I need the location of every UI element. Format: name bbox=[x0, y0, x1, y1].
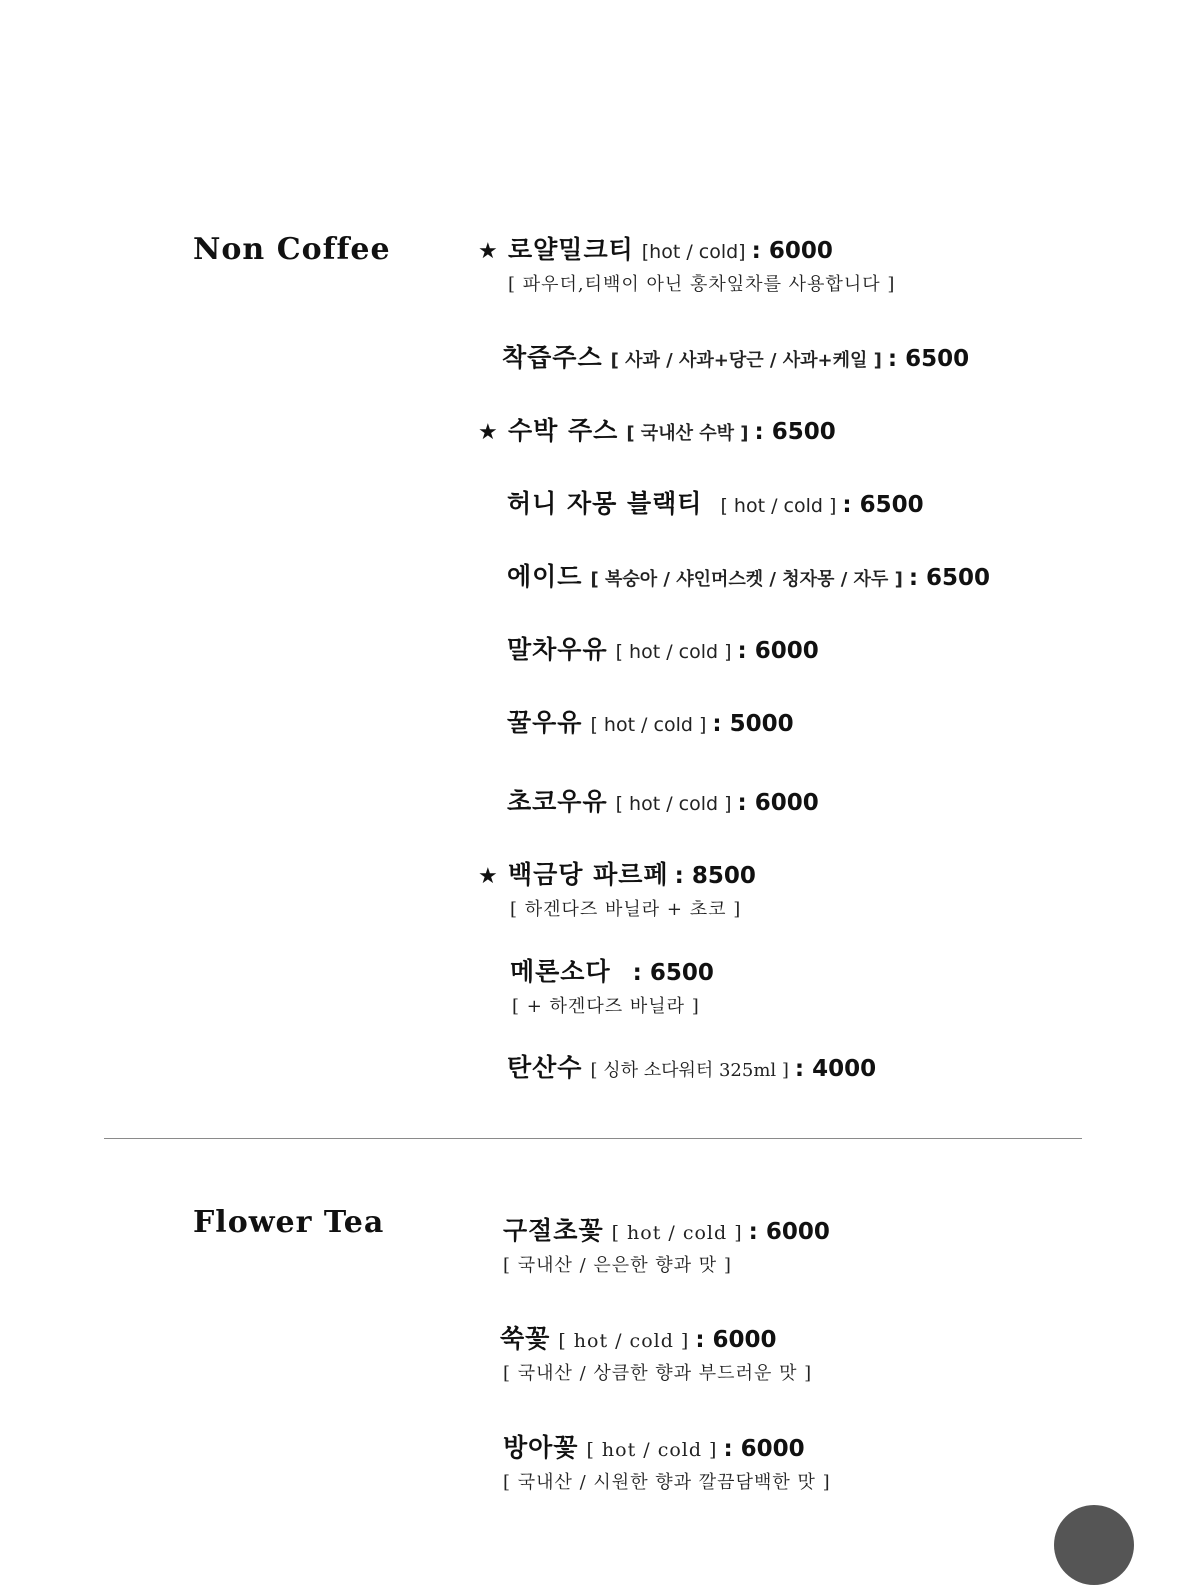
menu-item-sparkling-water bbox=[507, 1048, 876, 1084]
item-name: 로얄밀크티 bbox=[508, 235, 634, 264]
item-options: [ hot / cold ] bbox=[611, 1222, 743, 1244]
item-options: [ 복숭아 / 샤인머스켓 / 청자몽 / 자두 ] bbox=[590, 569, 903, 590]
item-price: : 6000 bbox=[737, 790, 819, 816]
menu-item-royal-milk-tea bbox=[478, 230, 895, 296]
item-name: 에이드 bbox=[507, 562, 583, 591]
floating-action-button[interactable] bbox=[1054, 1505, 1134, 1585]
item-price: : 6500 bbox=[754, 419, 836, 445]
item-name: 말차우유 bbox=[507, 635, 608, 664]
item-options: [ 사과 / 사과+당근 / 사과+케일 ] bbox=[610, 350, 882, 371]
item-options: [hot / cold] bbox=[641, 241, 746, 263]
item-name: 쑥꽃 bbox=[500, 1324, 551, 1353]
star-icon: ★ bbox=[478, 239, 498, 264]
section-divider bbox=[104, 1138, 1082, 1139]
menu-item-banga-flower bbox=[503, 1428, 831, 1494]
menu-item-honey-grapefruit-black-tea bbox=[507, 484, 924, 520]
item-price: : 4000 bbox=[794, 1056, 877, 1082]
item-options: [ hot / cold ] bbox=[558, 1330, 690, 1352]
item-options: [ hot / cold ] bbox=[615, 641, 732, 663]
item-note: [ 파우더,티백이 아닌 홍차잎차를 사용합니다 ] bbox=[508, 274, 896, 295]
item-price: : 6000 bbox=[737, 638, 819, 664]
item-name: 꿀우유 bbox=[507, 708, 583, 737]
item-options: [ hot / cold ] bbox=[586, 1439, 718, 1461]
item-price: : 6500 bbox=[887, 346, 970, 372]
item-name: 허니 자몽 블랙티 bbox=[507, 489, 703, 518]
item-price: : 6000 bbox=[723, 1436, 805, 1462]
menu-item-ade bbox=[507, 557, 990, 593]
section-title-flower-tea: Flower Tea bbox=[193, 1205, 385, 1240]
item-note: [ 하겐다즈 바닐라 + 초코 ] bbox=[510, 899, 742, 920]
item-price: : 8500 bbox=[674, 863, 756, 889]
item-price: : 5000 bbox=[712, 711, 794, 737]
menu-item-matcha-milk bbox=[507, 630, 819, 666]
item-price: : 6500 bbox=[632, 960, 714, 986]
item-price: : 6500 bbox=[842, 492, 924, 518]
menu-item-watermelon-juice bbox=[478, 411, 836, 447]
item-name: 백금당 파르페 bbox=[508, 860, 669, 889]
menu-item-cold-pressed-juice bbox=[502, 338, 969, 374]
item-options: [ hot / cold ] bbox=[615, 793, 732, 815]
menu-item-gujeolcho-flower bbox=[503, 1211, 830, 1277]
item-options: [ 싱하 소다워터 325ml ] bbox=[590, 1060, 789, 1081]
item-options: [ 국내산 수박 ] bbox=[626, 423, 749, 444]
menu-item-mugwort-flower bbox=[500, 1319, 812, 1385]
item-options: [ hot / cold ] bbox=[590, 714, 707, 736]
star-icon: ★ bbox=[478, 420, 498, 445]
item-name: 구절초꽃 bbox=[503, 1216, 604, 1245]
menu-item-honey-milk bbox=[507, 703, 794, 739]
item-price: : 6000 bbox=[695, 1327, 777, 1353]
item-note: [ 국내산 / 상큼한 향과 부드러운 맛 ] bbox=[503, 1363, 813, 1384]
item-name: 착즙주스 bbox=[502, 343, 603, 372]
item-name: 탄산수 bbox=[507, 1053, 583, 1082]
item-name: 수박 주스 bbox=[508, 416, 619, 445]
item-name: 초코우유 bbox=[507, 787, 608, 816]
menu-item-baekgeumdang-parfait bbox=[478, 855, 756, 921]
item-options: [ hot / cold ] bbox=[720, 495, 837, 517]
item-note: [ 국내산 / 은은한 향과 맛 ] bbox=[503, 1255, 732, 1276]
item-price: : 6000 bbox=[748, 1219, 830, 1245]
item-price: : 6500 bbox=[908, 565, 991, 591]
item-name: 방아꽃 bbox=[503, 1433, 579, 1462]
star-icon: ★ bbox=[478, 864, 498, 889]
item-note: [ 국내산 / 시원한 향과 깔끔담백한 맛 ] bbox=[503, 1472, 831, 1493]
item-note: [ + 하겐다즈 바닐라 ] bbox=[512, 996, 700, 1017]
item-price: : 6000 bbox=[751, 238, 833, 264]
menu-item-chocolate-milk bbox=[507, 782, 819, 818]
item-name: 메론소다 bbox=[510, 957, 611, 986]
section-title-non-coffee: Non Coffee bbox=[193, 232, 391, 267]
menu-item-melon-soda bbox=[510, 952, 714, 1018]
